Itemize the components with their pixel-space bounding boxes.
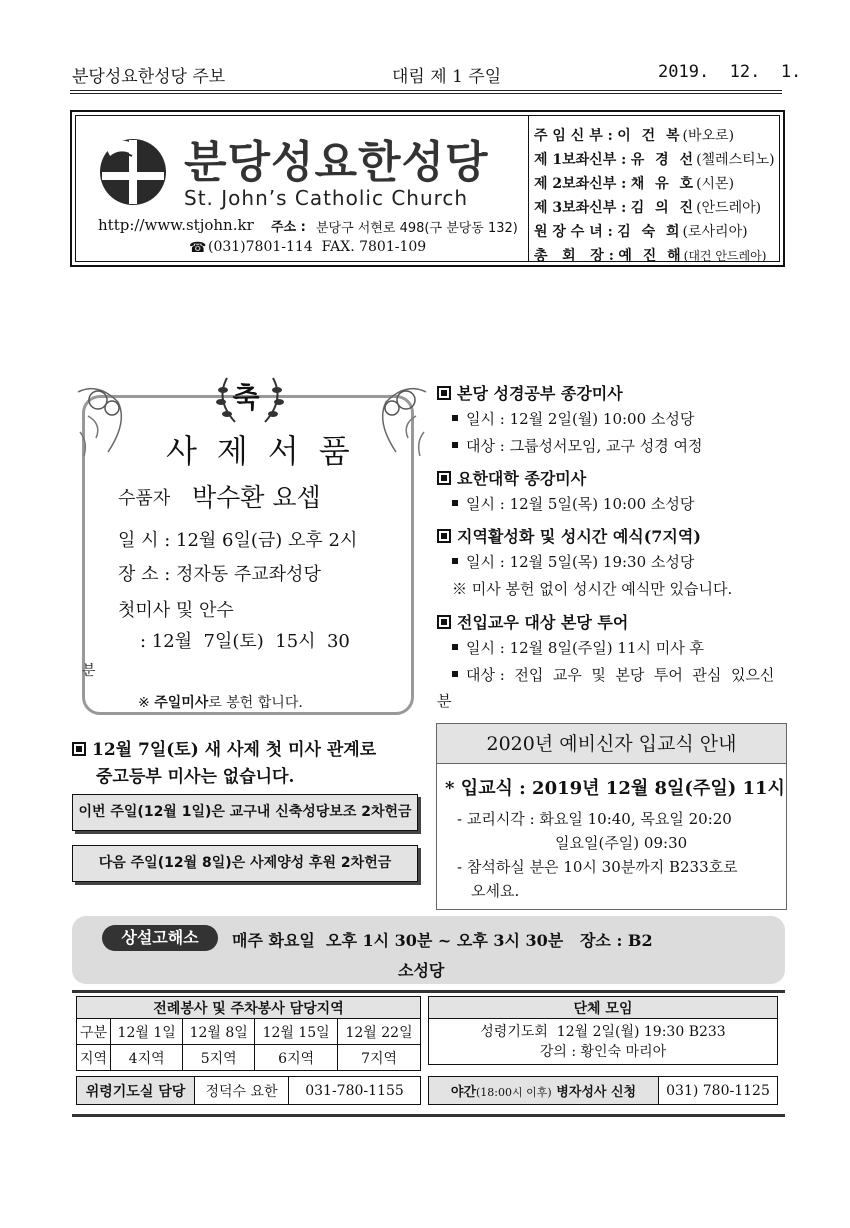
first-mass-label: 첫미사 및 안수 (118, 600, 234, 621)
staff-role: 제 2보좌신부 : (534, 176, 627, 192)
table-cell: 지역 (77, 1045, 111, 1071)
table-cell: 12월 8일 (183, 1019, 255, 1045)
group-meeting-table (428, 996, 778, 1065)
checkbox-icon (437, 529, 451, 543)
confession-schedule: 매주 화요일 오후 1시 30분 ~ 오후 3시 30분 장소 : B2 (232, 931, 653, 950)
offering-this-week: 이번 주일(12월 1일)은 교구내 신축성당보조 2차헌금 (72, 794, 418, 831)
table-cell: 12월 15일 (255, 1019, 338, 1045)
catechumen-box (436, 723, 787, 910)
catechumen-class-time2: 일요일(주일) 09:30 (555, 834, 688, 852)
ordination-title: 사제서품 (166, 432, 370, 470)
celebration-badge: 축 (232, 381, 260, 414)
youth-notice: 12월 7일(토) 새 사제 첫 미사 관계로 (72, 735, 376, 760)
checkbox-icon (72, 742, 86, 756)
youth-notice-line2: 중고등부 미사는 없습니다. (96, 767, 295, 787)
bullet-icon (452, 644, 458, 650)
notice-bullet: 대상 : 그룹성서모임, 교구 성경 여정 (452, 435, 703, 456)
confession-label: 상설고해소 (102, 925, 218, 951)
table-cell: 4지역 (111, 1045, 183, 1071)
staff-role: 제 1보좌신부 : (534, 152, 627, 168)
website-link[interactable]: http://www.stjohn.kr (98, 216, 254, 234)
ordinand-name: 박수환 요셉 (192, 483, 321, 512)
staff-row (534, 245, 766, 265)
staff-row (534, 149, 775, 169)
prayer-room-person: 정덕수 요한 (195, 1077, 289, 1105)
phone-fax: (031)7801-114 FAX. 7801-109 (208, 239, 427, 255)
notice-heading: 전입교우 대상 본당 투어 (437, 610, 628, 633)
notice-bullet: 일시 : 12월 5일(목) 19:30 소성당 (452, 551, 694, 572)
first-mass-tail: 분 (82, 663, 96, 679)
staff-baptismal: (바오로) (682, 128, 735, 144)
ordination-note: ※ 주일미사로 봉헌 합니다. (138, 695, 303, 711)
ordination-place: 장 소 : 정자동 주교좌성당 (118, 564, 321, 585)
staff-name: 이 건 복 (617, 128, 683, 144)
masthead (70, 110, 785, 267)
notice-heading: 지역활성화 및 성시간 예식(7지역) (437, 524, 701, 547)
staff-row (534, 173, 734, 193)
staff-row (534, 197, 761, 217)
staff-role: 제 3보좌신부 : (534, 200, 627, 216)
checkbox-icon (437, 615, 451, 629)
notice-note: 분 (437, 692, 452, 710)
table-cell: 7지역 (338, 1045, 421, 1071)
bullet-icon (452, 415, 458, 421)
flower-left-icon (68, 372, 148, 462)
table-cell: 12월 1일 (111, 1019, 183, 1045)
staff-name: 예 진 해 (618, 248, 684, 264)
staff-name: 김 의 진 (630, 200, 697, 216)
table-cell: 6지역 (255, 1045, 338, 1071)
catechumen-main: * 입교식 : 2019년 12월 8일(주일) 11시 (445, 778, 785, 799)
checkbox-icon (437, 471, 451, 485)
service-table (76, 996, 421, 1071)
sick-call-label: 야간(18:00시 이후) 병자성사 신청 (429, 1077, 659, 1105)
church-name-en: St. John’s Catholic Church (184, 186, 469, 210)
staff-baptismal: (첼레스티노) (696, 152, 775, 168)
staff-role: 총 회 장 : (534, 248, 614, 264)
staff-name: 채 유 호 (630, 176, 697, 192)
prayer-room-label: 위령기도실 담당 (77, 1077, 195, 1105)
group-meeting-line2: 강의 : 황인숙 마리아 (539, 1043, 667, 1060)
staff-name: 김 숙 희 (617, 224, 683, 240)
notice-note: ※ 미사 봉헌 없이 성시간 예식만 있습니다. (452, 580, 733, 598)
staff-role: 주 임 신 부 : (534, 128, 613, 144)
issue-date: 2019. 12. 1. (658, 62, 802, 82)
notice-heading: 본당 성경공부 종강미사 (437, 381, 623, 404)
church-name-ko: 분당성요한성당 (184, 137, 489, 188)
checkbox-icon (437, 386, 451, 400)
catechumen-heading: 2020년 예비신자 입교식 안내 (437, 724, 786, 764)
sick-call-table (428, 1076, 778, 1105)
notice-heading: 요한대학 종강미사 (437, 466, 586, 489)
liturgical-week: 대림 제 1 주일 (392, 67, 502, 87)
notice-bullet: 일시 : 12월 5일(목) 10:00 소성당 (452, 493, 694, 514)
catechumen-attend2: 오세요. (471, 882, 520, 900)
table-cell: 5지역 (183, 1045, 255, 1071)
prayer-room-table (76, 1076, 421, 1105)
confession-schedule-line2: 소성당 (398, 961, 445, 980)
confession-bar (72, 916, 785, 984)
bullet-icon (452, 442, 458, 448)
first-mass-time: : 12월 7일(토) 15시 30 (140, 631, 350, 652)
staff-row (534, 221, 748, 241)
table-cell: 12월 22일 (338, 1019, 421, 1045)
bulletin-name: 분당성요한성당 주보 (72, 67, 226, 87)
staff-baptismal: (안드레아) (696, 200, 762, 216)
masthead-divider (528, 116, 529, 261)
notice-bullet: 대상 : 전입 교우 및 본당 투어 관심 있으신 (452, 664, 774, 685)
prayer-room-phone: 031-780-1155 (289, 1077, 421, 1105)
group-meeting-line1: 성령기도회 12월 2일(월) 19:30 B233 (480, 1023, 726, 1040)
header-divider (70, 90, 782, 94)
sick-call-phone: 031) 780-1125 (659, 1077, 778, 1105)
staff-baptismal: (대건 안드레아) (683, 249, 767, 263)
catechumen-class-time: - 교리시각 : 화요일 10:40, 목요일 20:20 (457, 810, 732, 828)
notice-bullet: 일시 : 12월 8일(주일) 11시 미사 후 (452, 637, 704, 658)
address: 분당구 서현로 498(구 분당동 132) (316, 221, 518, 236)
ordinand-label: 수품자 (118, 488, 171, 509)
catechumen-attend: - 참석하실 분은 10시 30분까지 B233호로 (457, 858, 738, 876)
table-cell: 구분 (77, 1019, 111, 1045)
offering-next-week: 다음 주일(12월 8일)은 사제양성 후원 2차헌금 (72, 845, 418, 882)
service-table-title: 전례봉사 및 주차봉사 담당지역 (77, 997, 421, 1019)
group-meeting-title: 단체 모임 (429, 997, 778, 1019)
church-logo-icon (98, 134, 168, 206)
address-label: 주소 : (271, 220, 306, 235)
bullet-icon (452, 671, 458, 677)
staff-baptismal: (시몬) (696, 176, 735, 192)
phone-icon: ☎ (189, 240, 207, 256)
staff-row (534, 125, 734, 145)
bullet-icon (452, 500, 458, 506)
bullet-icon (452, 558, 458, 564)
staff-role: 원 장 수 녀 : (534, 224, 613, 240)
ordination-time: 일 시 : 12월 6일(금) 오후 2시 (118, 530, 358, 551)
notice-bullet: 일시 : 12월 2일(월) 10:00 소성당 (452, 408, 694, 429)
staff-name: 유 경 선 (630, 152, 697, 168)
staff-baptismal: (로사리아) (682, 224, 748, 240)
